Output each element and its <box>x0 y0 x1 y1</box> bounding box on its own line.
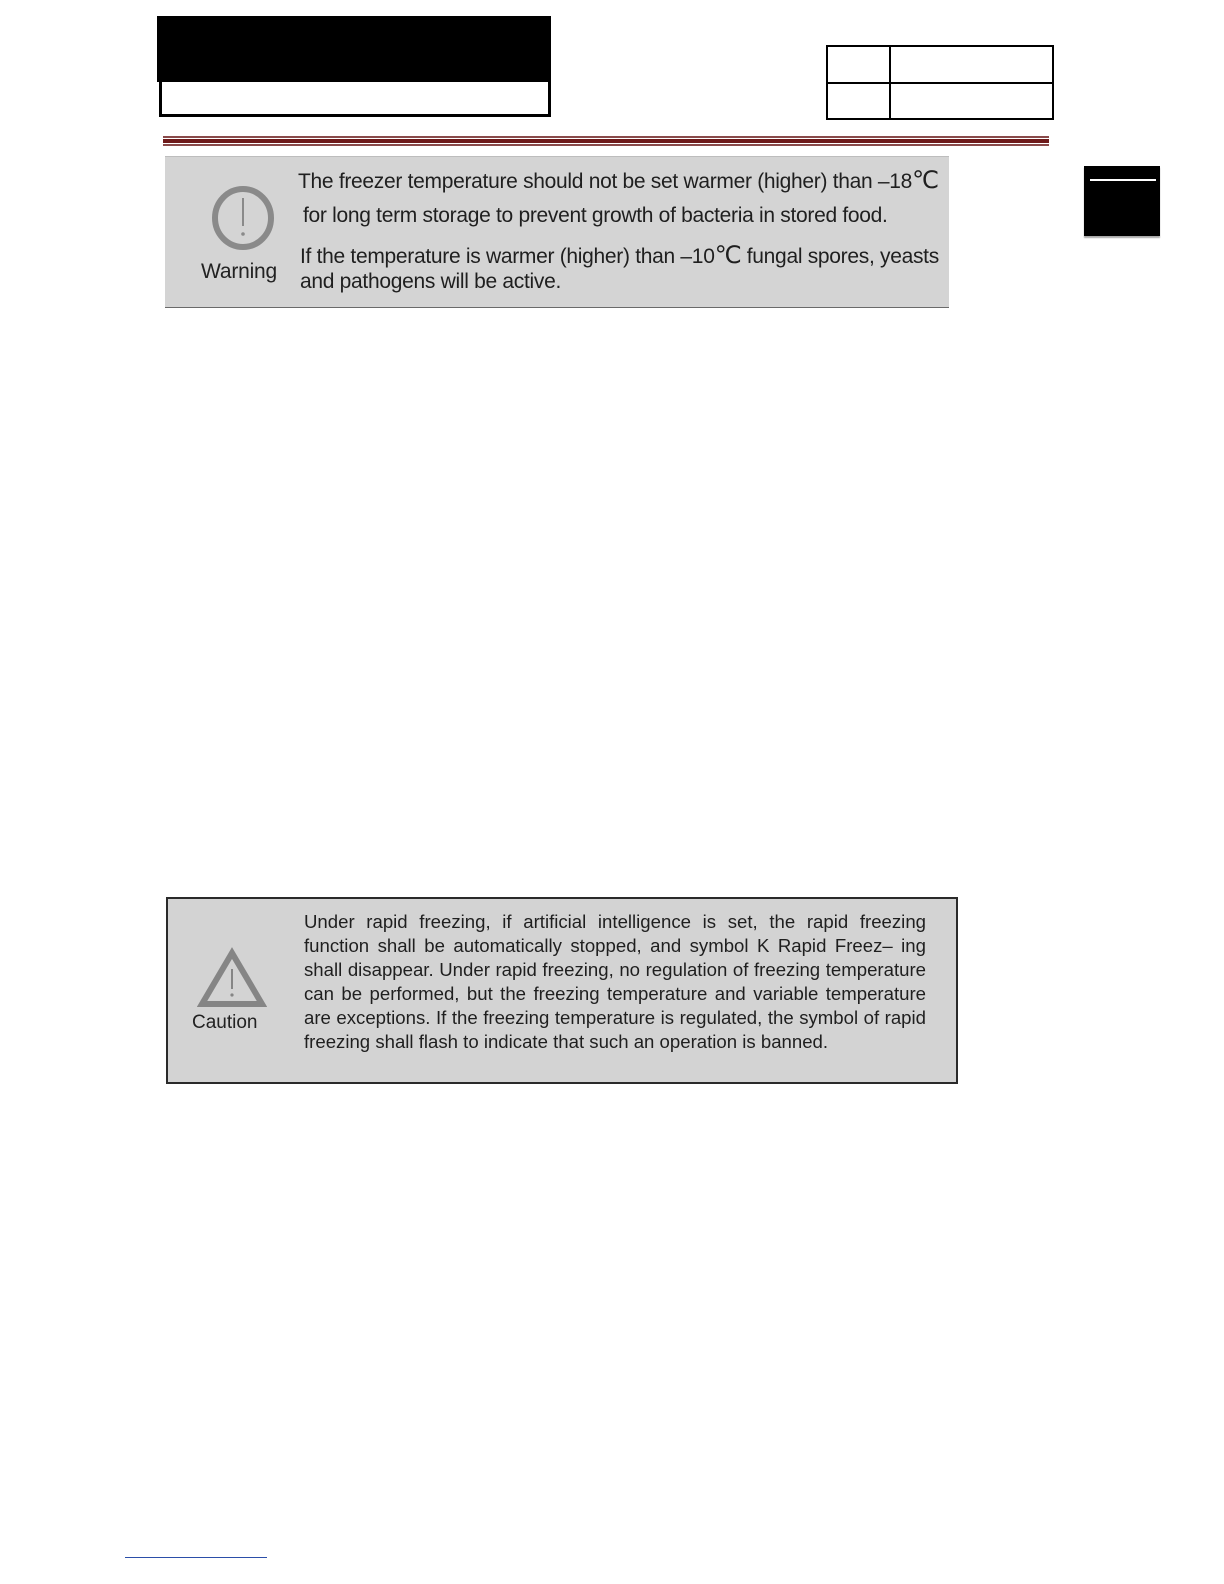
grid-row <box>827 83 1053 120</box>
warning-line <box>300 241 939 270</box>
section-tab <box>1084 166 1160 236</box>
warning-line-text: The freezer temperature should not be set warmer (higher) than –18 <box>298 170 913 193</box>
grid-cell <box>827 83 890 120</box>
warning-line-text: If the temperature is warmer (higher) than –10 <box>300 245 715 268</box>
header-subtitle-bar <box>159 82 551 117</box>
caution-text: Under rapid freezing, if artificial intelligence is set, the rapid freezing function shall be automatically stopped, and symbol K Rapid Freez– ing shall disappear. Under rapid freezing, no regulation of freezing temperature can be performed, but the freezing temperature and variable temperature are exceptions. If the freezing temperature is regulated, the symbol of rapid freezing shall flash to indicate that such an operation is banned. <box>304 911 926 1052</box>
warning-triangle-icon <box>197 947 267 1009</box>
warning-label: Warning <box>201 260 278 283</box>
exclamation-circle-icon <box>210 184 276 252</box>
header-rule-bottom <box>163 144 1049 146</box>
warning-line-text: fungal spores, yeasts <box>741 245 939 268</box>
grid-row <box>827 46 1053 83</box>
section-tab-divider <box>1090 179 1156 181</box>
grid-cell <box>890 83 1053 120</box>
celsius-unit: ℃ <box>912 167 939 194</box>
warning-line <box>298 166 939 195</box>
header-title-bar <box>157 16 551 82</box>
grid-cell <box>827 46 890 83</box>
header-block <box>157 16 551 120</box>
grid-cell <box>890 46 1053 83</box>
header-rule <box>163 139 1049 143</box>
header-rule-top <box>163 136 1049 138</box>
warning-box <box>165 156 949 308</box>
caution-box <box>166 897 958 1084</box>
warning-line: and pathogens will be active. <box>300 270 561 293</box>
footnote-rule <box>125 1557 267 1558</box>
warning-line: for long term storage to prevent growth of bacteria in stored food. <box>303 204 888 227</box>
celsius-unit: ℃ <box>714 242 742 269</box>
caution-label: Caution <box>192 1012 258 1033</box>
reference-grid <box>826 45 1054 120</box>
